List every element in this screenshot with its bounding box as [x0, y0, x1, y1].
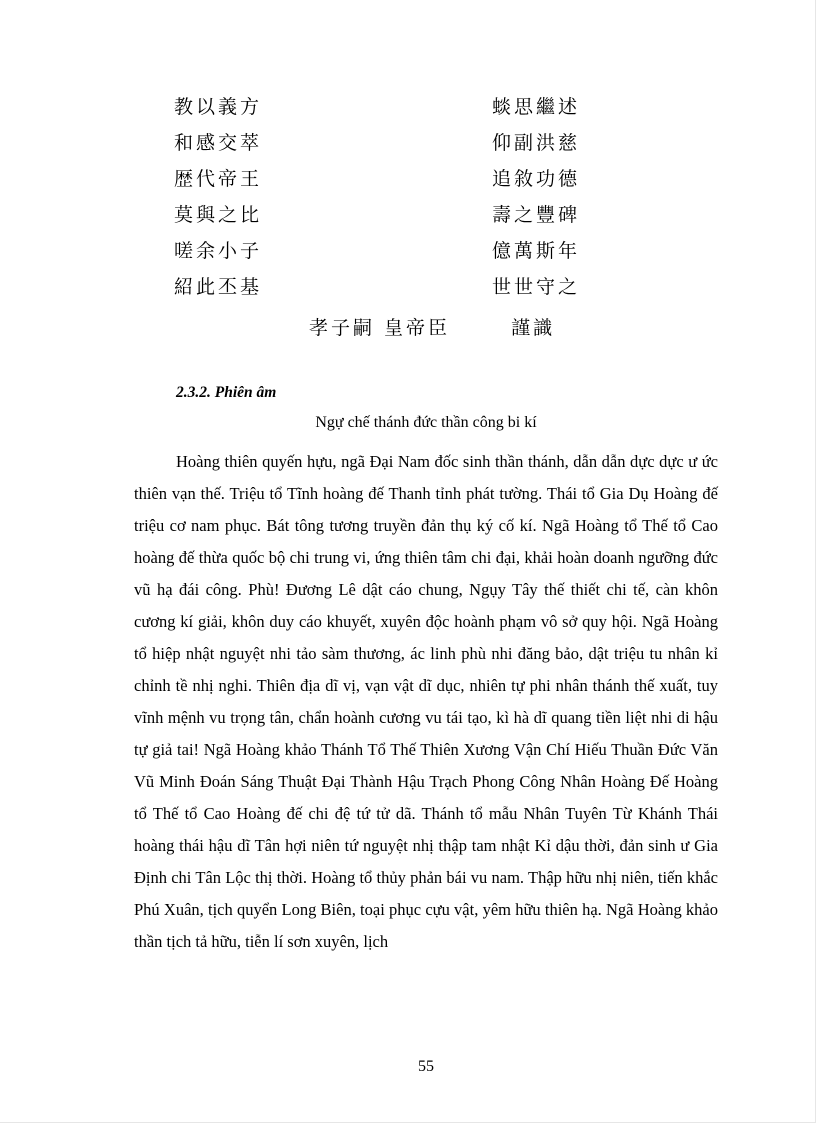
poem-left-verse: 和感交萃: [174, 132, 263, 154]
signature-closing: 謹識: [511, 317, 556, 339]
poem-row: [174, 126, 614, 162]
section-heading: 2.3.2. Phiên âm: [176, 384, 277, 401]
poem-row: [174, 162, 614, 198]
poem-right-verse: 䗊思繼述: [492, 96, 581, 118]
poem-left-verse: 教以義方: [174, 96, 263, 118]
inscription-title: Ngự chế thánh đức thần công bi kí: [315, 414, 537, 431]
poem-row: [174, 90, 614, 126]
poem-row: [174, 234, 614, 270]
poem-right-verse: 壽之豐碑: [492, 204, 581, 226]
poem-signature: [309, 313, 555, 340]
poem-left-verse: 莫與之比: [174, 204, 263, 226]
transliteration-paragraph: Hoàng thiên quyến hựu, ngã Đại Nam đốc sinh thần thánh, dẫn dẫn dực dực ư ức thiên vạn thế. Triệu tổ Tĩnh hoàng đế Thanh tỉnh phát tường. Thái tổ Gia Dụ Hoàng đế triệu cơ nam phục. Bát tông tương truyền đản thụ ký cố kí. Ngã Hoàng tổ Thế tổ Cao hoàng đế thừa quốc bộ chi trung vi, ứng thiên tâm chi đại, khải hoàn doanh ngưỡng đức vũ hạ đái công. Phù! Đương Lê dật cáo chung, Ngụy Tây thế thiết chi tế, càn khôn cương kí giải, khôn duy cáo khuyết, xuyên độc hoành phạm vô sở quy hội. Ngã Hoàng tổ hiệp nhật nguyệt nhi tảo sàm thương, ác linh phù nhi đăng bảo, dật triệu tu nhân kỉ chỉnh tề nhị nghi. Thiên địa dĩ vị, vạn vật dĩ dục, nhiên tự phi nhân thánh thế xuất, tuy vĩnh mệnh vu trọng tân, chẩn hoành cương vu tái tạo, kì hà dĩ quang tiền liệt nhi di hậu tự giả tai! Ngã Hoàng khảo Thánh Tổ Thế Thiên Xương Vận Chí Hiếu Thuần Đức Văn Vũ Minh Đoán Sáng Thuật Đại Thành Hậu Trạch Phong Công Nhân Hoàng Đế Hoàng tổ Thế tổ Cao Hoàng đế chi đệ tứ tử dã. Thánh tổ mẫu Nhân Tuyên Từ Khánh Thái hoàng thái hậu dĩ Tân hợi niên tứ nguyệt nhị thập tam nhật Kỉ dậu thời, đản sinh ư Gia Định chi Tân Lộc thị thời. Hoàng tổ thủy phản bái vu nam. Thập hữu nhị niên, tiến khắc Phú Xuân, tịch quyển Long Biên, toại phục cựu vật, yêm hữu thiên hạ. Ngã Hoàng khảo thần tịch tả hữu, tiễn lí sơn xuyên, lịch: [134, 452, 718, 951]
page-number: 55: [418, 1058, 434, 1075]
chinese-poem: [174, 90, 614, 306]
poem-right-verse: 仰副洪慈: [492, 132, 581, 154]
poem-right-verse: 世世守之: [492, 276, 581, 298]
poem-left-verse: 紹此丕基: [174, 276, 263, 298]
poem-right-verse: 追敘功德: [492, 168, 581, 190]
poem-left-verse: 嗟余小子: [174, 240, 263, 262]
signature-author: 孝子嗣 皇帝臣: [309, 317, 451, 339]
poem-right-verse: 億萬斯年: [492, 240, 581, 262]
poem-row: [174, 270, 614, 306]
poem-row: [174, 198, 614, 234]
poem-left-verse: 歴代帝王: [174, 168, 263, 190]
